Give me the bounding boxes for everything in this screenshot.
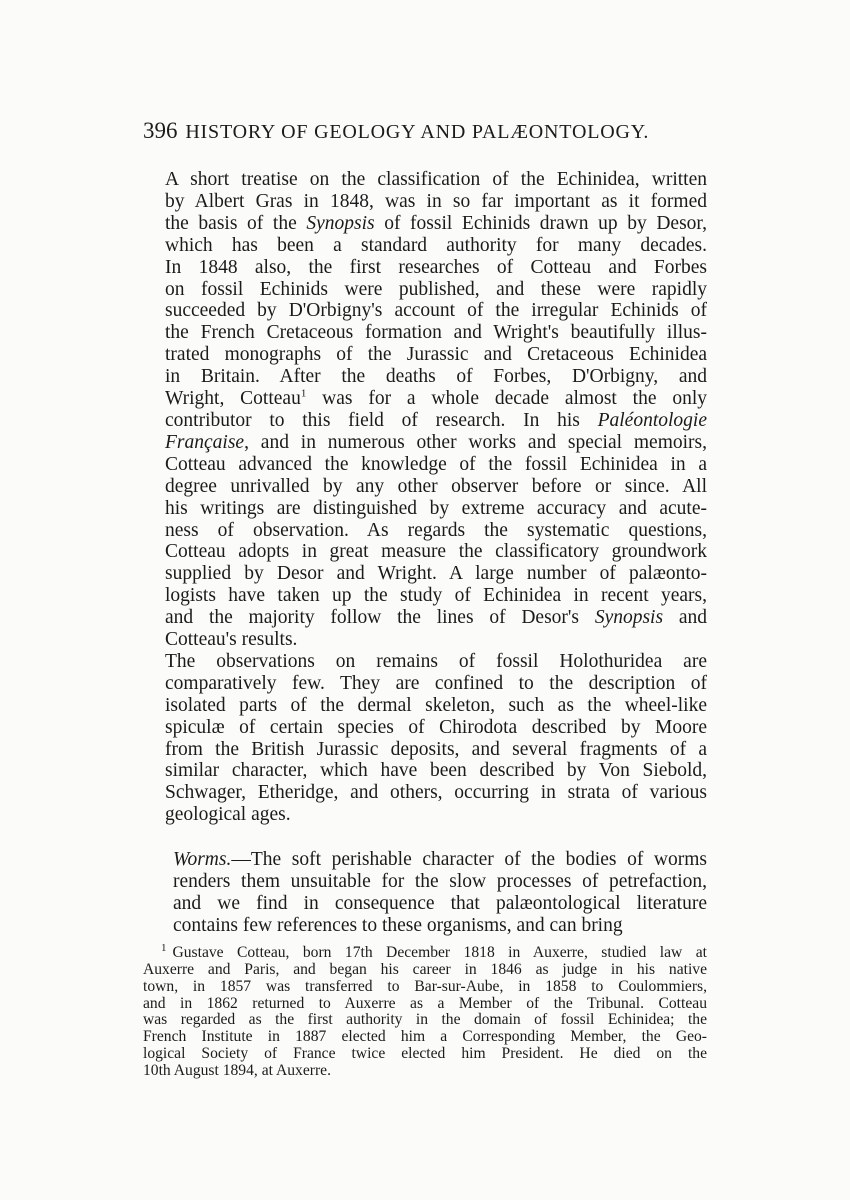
- text-line: Cotteau adopts in great measure the classificatory groundwork: [165, 541, 707, 563]
- text-line: logists have taken up the study of Echinidea in recent years,: [165, 585, 707, 607]
- text-line: renders them unsuitable for the slow processes of petrefaction,: [173, 871, 707, 893]
- text-line: degree unrivalled by any other observer before or since. All: [165, 475, 707, 497]
- text-line: the French Cretaceous formation and Wright's beautifully illus-: [165, 322, 707, 344]
- text-run: contributor to this field of research. In his: [165, 409, 598, 431]
- text-line: spiculæ of certain species of Chirodota described by Moore: [165, 716, 707, 738]
- footnote-line: [143, 979, 707, 996]
- footnote-text: French Institute in 1887 elected him a Corresponding Member, the Geo-: [143, 1028, 707, 1046]
- text-line: In 1848 also, the first researches of Cotteau and Forbes: [165, 256, 707, 278]
- paragraph-holothuridea: [143, 651, 707, 826]
- footnote-line: [143, 941, 707, 962]
- italic-text: Synopsis: [594, 607, 664, 629]
- text-line: on fossil Echinids were published, and these were rapidly: [165, 278, 707, 300]
- text-line: Cotteau advanced the knowledge of the fossil Echinidea in a: [165, 453, 707, 475]
- body-text: [143, 169, 707, 937]
- text-line: geological ages.: [165, 804, 291, 826]
- text-line: trated monographs of the Jurassic and Cretaceous Echinidea: [165, 344, 707, 366]
- footnote-text: and in 1862 returned to Auxerre as a Member of the Tribunal. Cotteau: [143, 994, 707, 1012]
- text-line: comparatively few. They are confined to the description of: [165, 672, 707, 694]
- text-line: ness of observation. As regards the systematic questions,: [165, 519, 707, 541]
- running-title: HISTORY OF GEOLOGY AND PALÆONTOLOGY.: [185, 121, 650, 143]
- italic-text: Française: [165, 431, 245, 453]
- footnote-line: [143, 1063, 707, 1080]
- text-line: [143, 388, 707, 410]
- text-line: The observations on remains of fossil Holothuridea are: [165, 650, 707, 672]
- text-run: —The soft perishable character of the bodies of worms: [231, 849, 707, 871]
- text-line: from the British Jurassic deposits, and several fragments of a: [165, 738, 707, 760]
- text-line: [143, 213, 707, 235]
- text-run: Wright, Cotteau: [165, 388, 301, 410]
- paragraph-echinidea: [143, 169, 707, 651]
- footnote: [143, 941, 707, 1080]
- text-line: [143, 432, 707, 454]
- text-line: supplied by Desor and Wright. A large number of palæonto-: [165, 563, 707, 585]
- text-line: which has been a standard authority for many decades.: [165, 234, 707, 256]
- text-line: his writings are distinguished by extreme accuracy and acute-: [165, 497, 707, 519]
- paragraph-worms: [143, 849, 707, 937]
- text-line: [143, 410, 707, 432]
- page-number: 396: [143, 118, 178, 143]
- footnote-text: logical Society of France twice elected him President. He died on the: [143, 1045, 707, 1063]
- text-line: A short treatise on the classification of the Echinidea, written: [165, 169, 707, 190]
- text-line: Schwager, Etheridge, and others, occurring in strata of various: [165, 782, 707, 804]
- footnote-line: [143, 1046, 707, 1063]
- italic-text: Synopsis: [306, 212, 375, 234]
- text-run: of fossil Echinids drawn up by Desor,: [374, 212, 708, 234]
- text-line: [143, 607, 707, 629]
- text-run: and: [663, 607, 708, 629]
- italic-text: Worms.: [173, 849, 232, 871]
- text-line: [143, 849, 707, 871]
- text-line: succeeded by D'Orbigny's account of the irregular Echinids of: [165, 300, 707, 322]
- book-page: [143, 118, 707, 1080]
- text-run: the basis of the: [165, 212, 307, 234]
- text-run: was for a whole decade almost the only: [306, 388, 708, 410]
- text-line: similar character, which have been described by Von Siebold,: [165, 760, 707, 782]
- footnote-text: Auxerre and Paris, and began his career in 1846 as judge in his native: [143, 960, 707, 978]
- footnote-line: [143, 962, 707, 979]
- text-line: isolated parts of the dermal skeleton, such as the wheel-like: [165, 694, 707, 716]
- footnote-line: [143, 1029, 707, 1046]
- text-line: contains few references to these organisms, and can bring: [173, 914, 623, 936]
- text-line: Cotteau's results.: [165, 629, 298, 651]
- text-line: and we find in consequence that palæontological literature: [173, 893, 707, 914]
- footnote-mark: 1: [161, 941, 167, 954]
- italic-text: Paléontologie: [597, 409, 707, 431]
- footnote-line: [143, 1012, 707, 1029]
- footnote-reference[interactable]: 1: [300, 387, 307, 400]
- footnote-text: town, in 1857 was transferred to Bar-sur-Aube, in 1858 to Coulommiers,: [143, 977, 707, 995]
- text-line: by Albert Gras in 1848, was in so far important as it formed: [165, 190, 707, 212]
- footnote-text: Gustave Cotteau, born 17th December 1818 in Auxerre, studied law at: [172, 943, 707, 961]
- footnote-line: [143, 996, 707, 1013]
- text-run: , and in numerous other works and special memoirs,: [244, 431, 707, 453]
- text-line: in Britain. After the deaths of Forbes, D'Orbigny, and: [165, 366, 707, 388]
- footnote-text: 10th August 1894, at Auxerre.: [143, 1062, 331, 1080]
- text-run: and the majority follow the lines of Desor's: [165, 607, 595, 629]
- footnote-text: was regarded as the first authority in the domain of fossil Echinidea; the: [143, 1011, 707, 1029]
- running-head: [143, 118, 707, 145]
